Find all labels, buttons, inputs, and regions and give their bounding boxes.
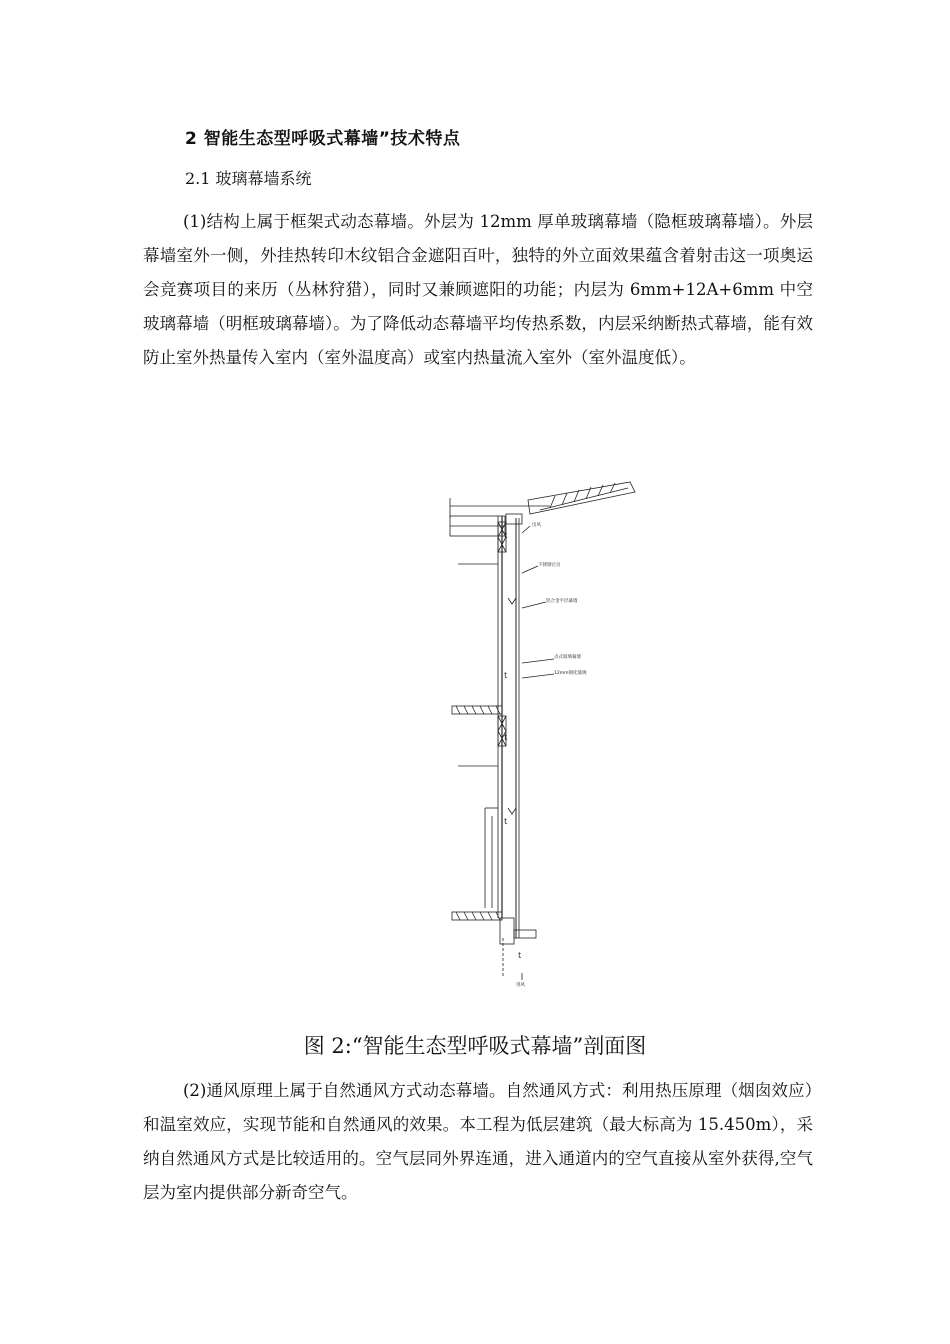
label-louver: 不锈钢百页 [538, 563, 561, 568]
label-inlet: 进风 [516, 983, 525, 988]
subsection-heading: 2.1 玻璃幕墙系统 [185, 169, 312, 188]
paragraph-ventilation: (2)通风原理上属于自然通风方式动态幕墙。自然通风方式：利用热压原理（烟囱效应）和温室效应，实现节能和自然通风的效果。本工程为低层建筑（最大标高为 15.450m），采纳自然通风方式是比较适用的。空气层同外界连通，进入通道内的空气直接从室外获得,空气层为室内提供部分新奇空气。 [143, 1081, 813, 1202]
label-point-glazing: 点式玻璃幕墙 [554, 655, 581, 660]
curtain-wall-section-drawing [430, 478, 650, 988]
mid-floor-slab [452, 706, 502, 714]
label-aluminum-wall: 铝合金平层幕墙 [546, 599, 578, 604]
label-tempered-glass: 12mm钢化玻璃 [554, 671, 587, 676]
top-bracket [506, 514, 522, 524]
airflow-arrow [508, 598, 516, 604]
section-heading: 2 智能生态型呼吸式幕墙”技术特点 [185, 129, 461, 149]
paragraph-structure: (1)结构上属于框架式动态幕墙。外层为 12mm 厚单玻璃幕墙（隐框玻璃幕墙）。外层幕墙室外一侧，外挂热转印木纹铝合金遮阳百叶，独特的外立面效果蕴含着射击这一项奥运会竞赛项目的来历（丛林狩猎），同时又兼顾遮阳的功能；内层为 6mm+12A+6mm 中空玻璃幕墙（明框玻璃幕墙）。为了降低动态幕墙平均传热系数，内层采纳断热式幕墙，能有效防止室外热量传入室内（室外温度高）或室内热量流入室外（室外温度低）。 [143, 212, 813, 367]
bottom-floor-slab [452, 912, 502, 920]
figure-caption: 图 2:“智能生态型呼吸式幕墙”剖面图 [303, 1034, 647, 1058]
t-mark: t [504, 671, 508, 680]
t-mark: t [504, 531, 508, 540]
air-inlet-sill [514, 930, 536, 938]
t-mark: t [504, 817, 508, 826]
label-outlet: 出风 [532, 523, 541, 528]
t-mark: t [518, 951, 522, 960]
t-mark: t [504, 733, 508, 742]
bottom-bracket [500, 918, 514, 944]
